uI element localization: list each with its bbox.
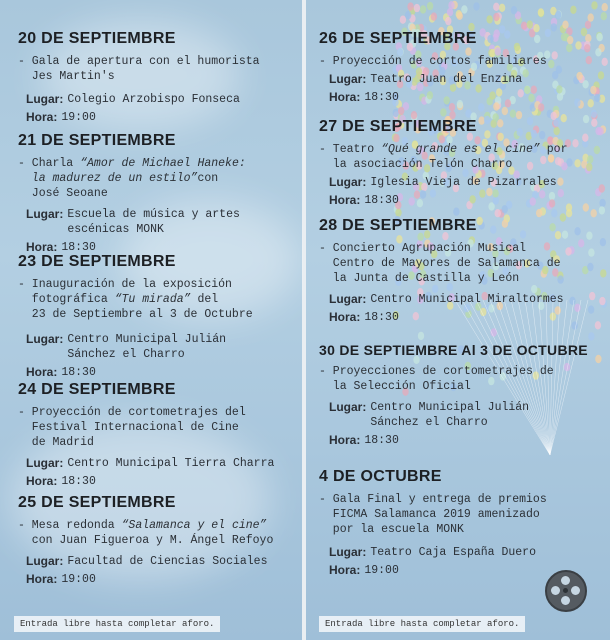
event-venue: Centro Municipal Julián Sánchez el Charro [370, 401, 530, 429]
lugar-label: Lugar: [329, 175, 367, 189]
event-description: - Proyecciones de cortometrajes de la Selección Oficial [319, 365, 554, 393]
event-30-sept-3-oct [319, 342, 610, 448]
event-date: 21 DE SEPTIEMBRE [18, 132, 176, 149]
lugar-label: Lugar: [329, 400, 367, 414]
event-time: 18:30 [364, 434, 399, 447]
hora-label: Hora: [329, 193, 361, 207]
event-time: 19:00 [61, 573, 96, 586]
event-venue: Teatro Caja España Duero [370, 546, 536, 559]
event-time: 18:30 [364, 194, 399, 207]
event-28-sept [319, 217, 610, 325]
event-description: - Proyección de cortos familiares [319, 55, 547, 68]
lugar-label: Lugar: [329, 72, 367, 86]
event-time: 19:00 [61, 111, 96, 124]
event-venue: Escuela de música y artes escénicas MONK [67, 208, 240, 236]
event-23-sept [18, 253, 303, 380]
event-description: - Charla “Amor de Michael Haneke: la madurez de un estilo”con José Seoane [18, 157, 246, 200]
event-venue: Iglesia Vieja de Pizarrales [370, 176, 557, 189]
event-date: 24 DE SEPTIEMBRE [18, 381, 176, 398]
event-time: 18:30 [364, 91, 399, 104]
event-4-oct [319, 468, 610, 578]
left-panel [0, 0, 303, 640]
lugar-label: Lugar: [26, 332, 64, 346]
event-27-sept [319, 118, 610, 208]
hora-label: Hora: [329, 90, 361, 104]
event-date: 28 DE SEPTIEMBRE [319, 217, 477, 234]
hora-label: Hora: [329, 433, 361, 447]
hora-label: Hora: [26, 365, 58, 379]
film-reel-icon [545, 570, 587, 612]
event-24-sept [18, 381, 303, 489]
event-description: - Gala de apertura con el humorista Jes Martin's [18, 55, 260, 83]
event-time: 18:30 [364, 311, 399, 324]
event-20-sept [18, 30, 303, 125]
hora-label: Hora: [26, 110, 58, 124]
hora-label: Hora: [329, 310, 361, 324]
event-date: 26 DE SEPTIEMBRE [319, 30, 477, 47]
event-venue: Colegio Arzobispo Fonseca [67, 93, 240, 106]
event-date: 30 DE SEPTIEMBRE Al 3 DE OCTUBRE [319, 342, 588, 358]
event-date: 25 DE SEPTIEMBRE [18, 494, 176, 511]
event-25-sept [18, 494, 303, 587]
event-description: - Inauguración de la exposición fotográfica “Tu mirada” del 23 de Septiembre al 3 de Octubre [18, 278, 253, 321]
event-date: 4 DE OCTUBRE [319, 468, 442, 485]
hora-label: Hora: [26, 240, 58, 254]
lugar-label: Lugar: [26, 207, 64, 221]
event-21-sept [18, 132, 303, 255]
event-description: - Teatro “Qué grande es el cine” por la asociación Telón Charro [319, 143, 568, 171]
event-description: - Concierto Agrupación Musical Centro de Mayores de Salamanca de la Junta de Castilla y León [319, 242, 561, 285]
event-time: 19:00 [364, 564, 399, 577]
event-time: 18:30 [61, 366, 96, 379]
event-venue: Centro Municipal Julián Sánchez el Charro [67, 333, 227, 361]
event-time: 18:30 [61, 241, 96, 254]
event-venue: Centro Municipal Miraltormes [370, 293, 564, 306]
lugar-label: Lugar: [26, 554, 64, 568]
footer-note: Entrada libre hasta completar aforo. [319, 616, 525, 632]
hora-label: Hora: [26, 474, 58, 488]
event-description: - Gala Final y entrega de premios FICMA Salamanca 2019 amenizado por la escuela MONK [319, 493, 547, 536]
lugar-label: Lugar: [329, 292, 367, 306]
hora-label: Hora: [329, 563, 361, 577]
event-date: 27 DE SEPTIEMBRE [319, 118, 477, 135]
event-time: 18:30 [61, 475, 96, 488]
event-venue: Centro Municipal Tierra Charra [67, 457, 275, 470]
lugar-label: Lugar: [26, 456, 64, 470]
event-description: - Proyección de cortometrajes del Festival Internacional de Cine de Madrid [18, 406, 246, 449]
right-panel [305, 0, 610, 640]
event-date: 23 DE SEPTIEMBRE [18, 253, 176, 270]
event-description: - Mesa redonda “Salamanca y el cine” con Juan Figueroa y M. Ángel Refoyo [18, 519, 274, 547]
lugar-label: Lugar: [329, 545, 367, 559]
event-venue: Facultad de Ciencias Sociales [67, 555, 268, 568]
event-venue: Teatro Juan del Enzina [370, 73, 523, 86]
hora-label: Hora: [26, 572, 58, 586]
lugar-label: Lugar: [26, 92, 64, 106]
event-date: 20 DE SEPTIEMBRE [18, 30, 176, 47]
footer-note: Entrada libre hasta completar aforo. [14, 616, 220, 632]
event-26-sept [319, 30, 610, 105]
